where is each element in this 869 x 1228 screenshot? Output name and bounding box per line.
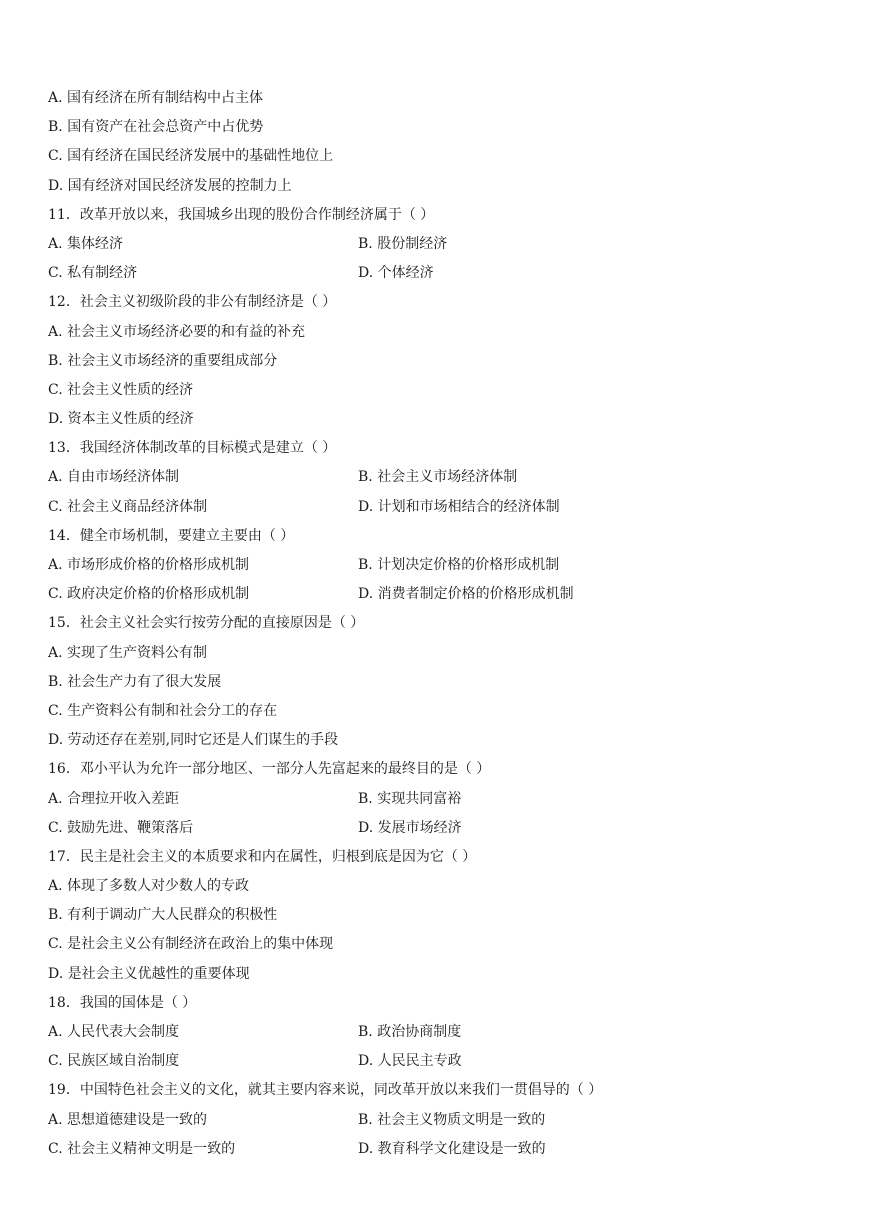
option-text: A. 社会主义市场经济必要的和有益的补充 bbox=[48, 323, 306, 340]
option-row bbox=[48, 668, 848, 697]
option-text: D. 发展市场经济 bbox=[358, 819, 462, 836]
option-text: A. 实现了生产资料公有制 bbox=[48, 644, 208, 661]
question-row bbox=[48, 201, 848, 230]
option-row bbox=[48, 142, 848, 171]
option-text: B. 社会主义物质文明是一致的 bbox=[358, 1111, 546, 1128]
option-row bbox=[48, 172, 848, 201]
option-text: C. 社会主义商品经济体制 bbox=[48, 498, 208, 515]
option-row bbox=[48, 405, 848, 434]
option-text: D. 个体经济 bbox=[358, 265, 434, 282]
option-text: B. 有利于调动广大人民群众的积极性 bbox=[48, 907, 278, 924]
option-row bbox=[48, 259, 848, 288]
option-text: B. 社会主义市场经济的重要组成部分 bbox=[48, 352, 278, 369]
option-row bbox=[48, 1135, 848, 1164]
option-text: A. 国有经济在所有制结构中占主体 bbox=[48, 90, 264, 106]
option-text: C. 是社会主义公有制经济在政治上的集中体现 bbox=[48, 936, 334, 953]
option-row bbox=[48, 1106, 848, 1135]
option-row bbox=[48, 493, 848, 522]
option-text: A. 人民代表大会制度 bbox=[48, 1024, 180, 1040]
option-text: B. 政治协商制度 bbox=[358, 1024, 462, 1040]
option-text: C. 民族区域自治制度 bbox=[48, 1053, 180, 1070]
question-row bbox=[48, 843, 848, 872]
question-stem: 11．改革开放以来，我国城乡出现的股份合作制经济属于（ ） bbox=[48, 206, 435, 223]
option-text: D. 人民民主专政 bbox=[358, 1053, 462, 1070]
option-row bbox=[48, 785, 848, 814]
option-text: A. 自由市场经济体制 bbox=[48, 469, 180, 486]
option-text: A. 思想道德建设是一致的 bbox=[48, 1111, 208, 1128]
option-text: D. 是社会主义优越性的重要体现 bbox=[48, 965, 250, 982]
question-row bbox=[48, 609, 848, 638]
option-text: A. 市场形成价格的价格形成机制 bbox=[48, 557, 250, 573]
option-text: D. 资本主义性质的经济 bbox=[48, 411, 194, 428]
option-text: D. 劳动还存在差别,同时它还是人们谋生的手段 bbox=[48, 732, 339, 749]
question-row bbox=[48, 434, 848, 463]
option-text: C. 生产资料公有制和社会分工的存在 bbox=[48, 702, 278, 719]
option-text: C. 私有制经济 bbox=[48, 265, 138, 282]
question-row bbox=[48, 755, 848, 784]
option-text: B. 社会生产力有了很大发展 bbox=[48, 673, 222, 690]
option-row bbox=[48, 230, 848, 259]
question-stem: 14．健全市场机制，要建立主要由（ ） bbox=[48, 527, 295, 544]
option-text: A. 体现了多数人对少数人的专政 bbox=[48, 878, 250, 895]
option-row bbox=[48, 726, 848, 755]
option-row bbox=[48, 463, 848, 492]
question-stem: 18．我国的国体是（ ） bbox=[48, 994, 197, 1011]
option-row bbox=[48, 1018, 848, 1047]
question-stem: 13．我国经济体制改革的目标模式是建立（ ） bbox=[48, 440, 337, 457]
question-stem: 17．民主是社会主义的本质要求和内在属性，归根到底是因为它（ ） bbox=[48, 848, 477, 865]
option-row bbox=[48, 84, 848, 113]
question-row bbox=[48, 989, 848, 1018]
question-row bbox=[48, 1076, 848, 1105]
option-text: C. 社会主义性质的经济 bbox=[48, 381, 194, 398]
option-row bbox=[48, 347, 848, 376]
option-text: D. 教育科学文化建设是一致的 bbox=[358, 1140, 546, 1157]
exam-page-content bbox=[48, 84, 848, 1164]
option-row bbox=[48, 901, 848, 930]
question-stem: 16．邓小平认为允许一部分地区、一部分人先富起来的最终目的是（ ） bbox=[48, 761, 491, 778]
option-text: B. 计划决定价格的价格形成机制 bbox=[358, 557, 560, 573]
question-stem: 19．中国特色社会主义的文化，就其主要内容来说，同改革开放以来我们一贯倡导的（ ） bbox=[48, 1082, 603, 1099]
question-stem: 12．社会主义初级阶段的非公有制经济是（ ） bbox=[48, 294, 337, 311]
option-row bbox=[48, 930, 848, 959]
option-text: C. 国有经济在国民经济发展中的基础性地位上 bbox=[48, 148, 334, 165]
option-text: B. 股份制经济 bbox=[358, 235, 448, 252]
option-row bbox=[48, 318, 848, 347]
option-text: B. 国有资产在社会总资产中占优势 bbox=[48, 119, 264, 136]
option-row bbox=[48, 376, 848, 405]
option-row bbox=[48, 551, 848, 580]
option-text: D. 计划和市场相结合的经济体制 bbox=[358, 498, 560, 515]
option-text: D. 消费者制定价格的价格形成机制 bbox=[358, 586, 574, 603]
option-text: C. 鼓励先进、鞭策落后 bbox=[48, 819, 194, 836]
option-text: B. 社会主义市场经济体制 bbox=[358, 469, 518, 486]
option-row bbox=[48, 697, 848, 726]
option-row bbox=[48, 814, 848, 843]
option-text: B. 实现共同富裕 bbox=[358, 790, 462, 807]
option-row bbox=[48, 113, 848, 142]
option-row bbox=[48, 580, 848, 609]
question-row bbox=[48, 288, 848, 317]
option-row bbox=[48, 960, 848, 989]
option-text: D. 国有经济对国民经济发展的控制力上 bbox=[48, 177, 292, 194]
option-text: C. 社会主义精神文明是一致的 bbox=[48, 1140, 236, 1157]
option-row bbox=[48, 872, 848, 901]
option-text: A. 合理拉开收入差距 bbox=[48, 790, 180, 807]
option-row bbox=[48, 639, 848, 668]
question-stem: 15．社会主义社会实行按劳分配的直接原因是（ ） bbox=[48, 615, 365, 632]
option-row bbox=[48, 1047, 848, 1076]
question-row bbox=[48, 522, 848, 551]
option-text: C. 政府决定价格的价格形成机制 bbox=[48, 586, 250, 603]
option-text: A. 集体经济 bbox=[48, 235, 124, 252]
